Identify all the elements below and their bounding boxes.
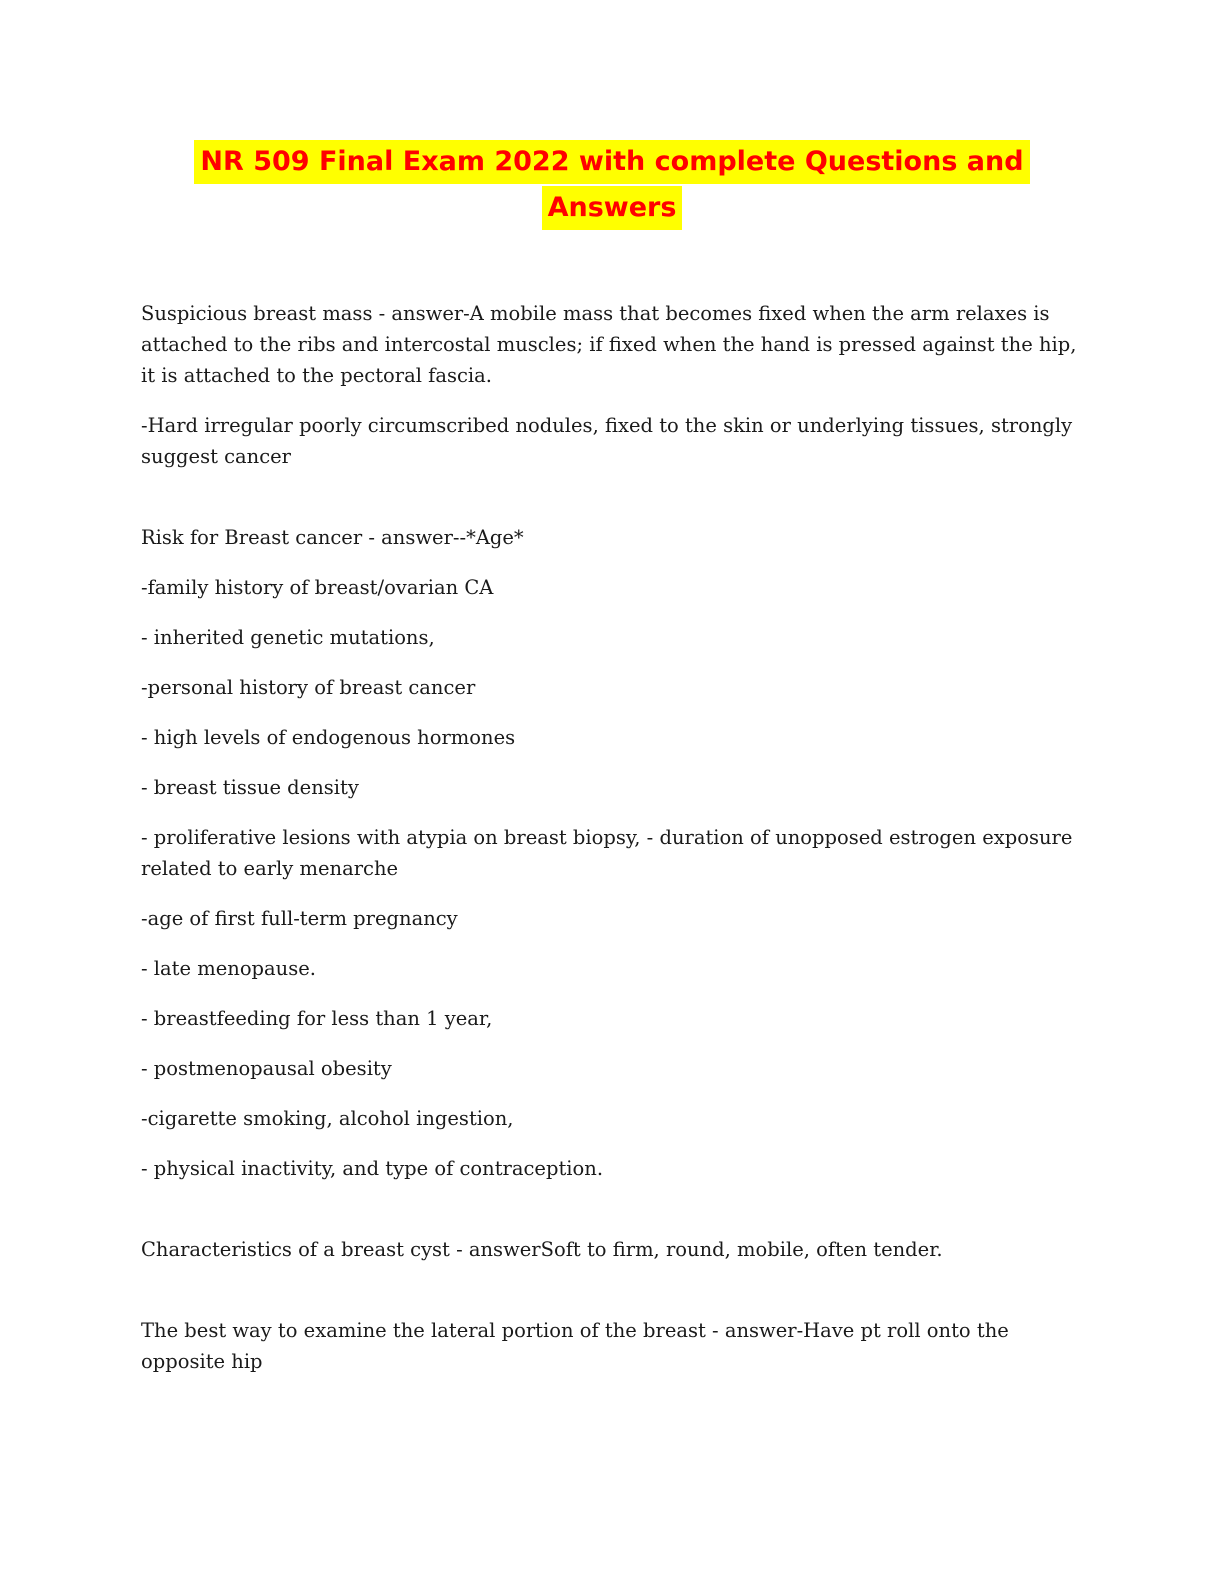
risk-item: - breastfeeding for less than 1 year,: [141, 1007, 493, 1030]
suspicious-mass-note: -Hard irregular poorly circumscribed nodules, fixed to the skin or underlying tissues, strongly suggest cancer: [141, 414, 1073, 468]
risk-item: -family history of breast/ovarian CA: [141, 576, 494, 599]
title-line-1: NR 509 Final Exam 2022 with complete Questions and: [194, 140, 1029, 184]
document-body: [141, 298, 1081, 1396]
lateral-exam-answer: The best way to examine the lateral portion of the breast - answer-Have pt roll onto the opposite hip: [141, 1319, 1009, 1373]
risk-item: - postmenopausal obesity: [141, 1057, 392, 1080]
risk-item: - proliferative lesions with atypia on breast biopsy, - duration of unopposed estrogen exposure related to early menarche: [141, 826, 1073, 880]
risk-item: -personal history of breast cancer: [141, 676, 476, 699]
spacer: [141, 1203, 1081, 1234]
risk-item: - high levels of endogenous hormones: [141, 726, 516, 749]
risk-item: - inherited genetic mutations,: [141, 626, 435, 649]
suspicious-mass-answer: Suspicious breast mass - answer-A mobile mass that becomes fixed when the arm relaxes is attached to the ribs and intercostal muscles; if fixed when the hand is pressed against the hip, it is attached to the pectoral fascia.: [141, 302, 1077, 387]
risk-item: -cigarette smoking, alcohol ingestion,: [141, 1107, 514, 1130]
breast-cyst-answer: Characteristics of a breast cyst - answerSoft to firm, round, mobile, often tender.: [141, 1238, 943, 1261]
document-title: [0, 140, 1224, 230]
spacer: [141, 491, 1081, 522]
risk-heading: Risk for Breast cancer - answer--*Age*: [141, 526, 524, 549]
risk-item: - late menopause.: [141, 957, 316, 980]
risk-item: - breast tissue density: [141, 776, 359, 799]
spacer: [141, 1284, 1081, 1315]
risk-item: -age of first full-term pregnancy: [141, 907, 458, 930]
title-line-2: Answers: [542, 186, 683, 230]
risk-item: - physical inactivity, and type of contraception.: [141, 1157, 604, 1180]
